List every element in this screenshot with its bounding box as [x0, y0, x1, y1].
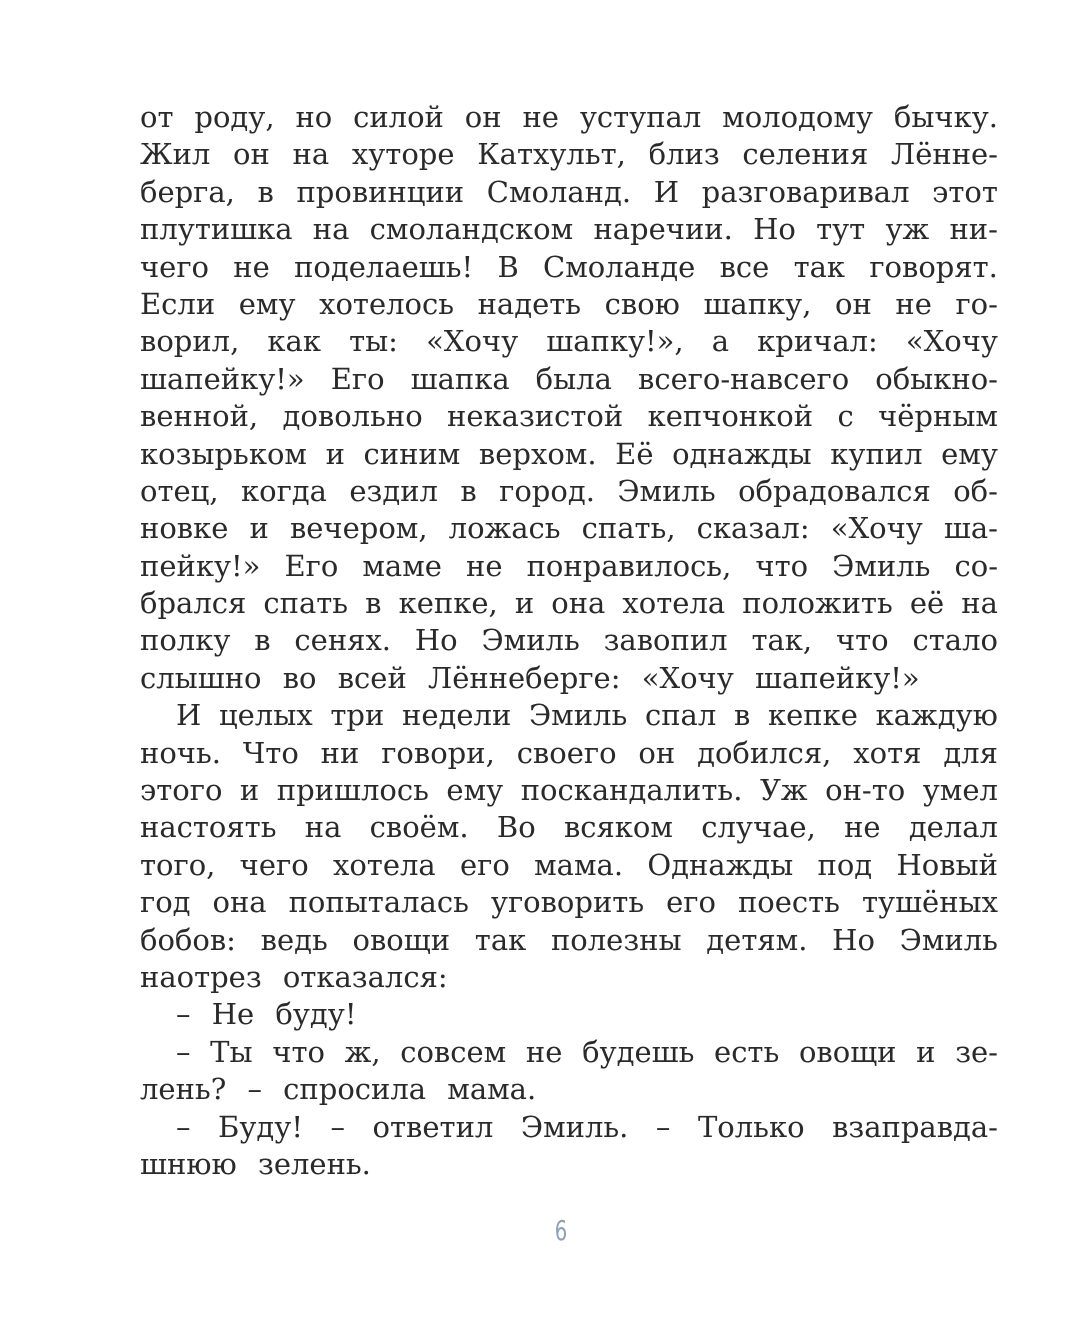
text-line: отец, когда ездил в город. Эмиль обрадовался об-	[140, 473, 998, 508]
text-line: слышно во всей Лённеберге: «Хочу шапейку!»	[140, 660, 920, 695]
text-line: – Ты что ж, совсем не будешь есть овощи и зе-	[176, 1034, 998, 1069]
text-line: – Буду! – ответил Эмиль. – Только взаправда-	[176, 1109, 998, 1144]
text-line: венной, довольно неказистой кепчонкой с чёрным	[140, 399, 998, 434]
text-line: полку в сенях. Но Эмиль завопил так, что стало	[140, 623, 998, 658]
text-line: брался спать в кепке, и она хотела положить её на	[140, 586, 998, 621]
text-line: Жил он на хуторе Катхульт, близ селения Лённе-	[140, 137, 998, 172]
text-line: Если ему хотелось надеть свою шапку, он не го-	[140, 286, 998, 321]
text-line: бобов: ведь овощи так полезны детям. Но Эмиль	[140, 922, 998, 957]
text-line: лень? – спросила мама.	[140, 1072, 537, 1107]
text-line: ворил, как ты: «Хочу шапку!», а кричал: «Хочу	[140, 324, 998, 359]
text-line: И целых три недели Эмиль спал в кепке каждую	[176, 698, 998, 733]
text-line: козырьком и синим верхом. Её однажды купил ему	[140, 436, 998, 471]
text-line: настоять на своём. Во всяком случае, не делал	[140, 810, 998, 845]
text-line: ночь. Что ни говори, своего он добился, хотя для	[140, 735, 998, 770]
text-line: этого и пришлось ему поскандалить. Уж он-то умел	[140, 773, 998, 808]
text-line: шнюю зелень.	[140, 1146, 371, 1181]
text-line: плутишка на смоландском наречии. Но тут уж ни-	[140, 212, 998, 247]
text-line: от роду, но силой он не уступал молодому бычку.	[140, 100, 998, 134]
text-line: шапейку!» Его шапка была всего-навсего обыкно-	[140, 361, 998, 396]
text-line: берга, в провинции Смоланд. И разговаривал этот	[140, 174, 998, 209]
text-line: чего не поделаешь! В Смоланде все так говорят.	[140, 249, 998, 284]
text-line: год она попыталась уговорить его поесть тушёных	[140, 885, 998, 920]
text-line: новке и вечером, ложась спать, сказал: «Хочу ша-	[140, 511, 998, 546]
text-line: того, чего хотела его мама. Однажды под Новый	[140, 847, 998, 882]
text-line: пейку!» Его маме не понравилось, что Эмиль со-	[140, 548, 998, 583]
page-text	[140, 99, 998, 1183]
page-number: 6	[554, 1214, 568, 1247]
text-line: наотрез отказался:	[140, 959, 448, 994]
text-line: – Не буду!	[176, 997, 357, 1032]
